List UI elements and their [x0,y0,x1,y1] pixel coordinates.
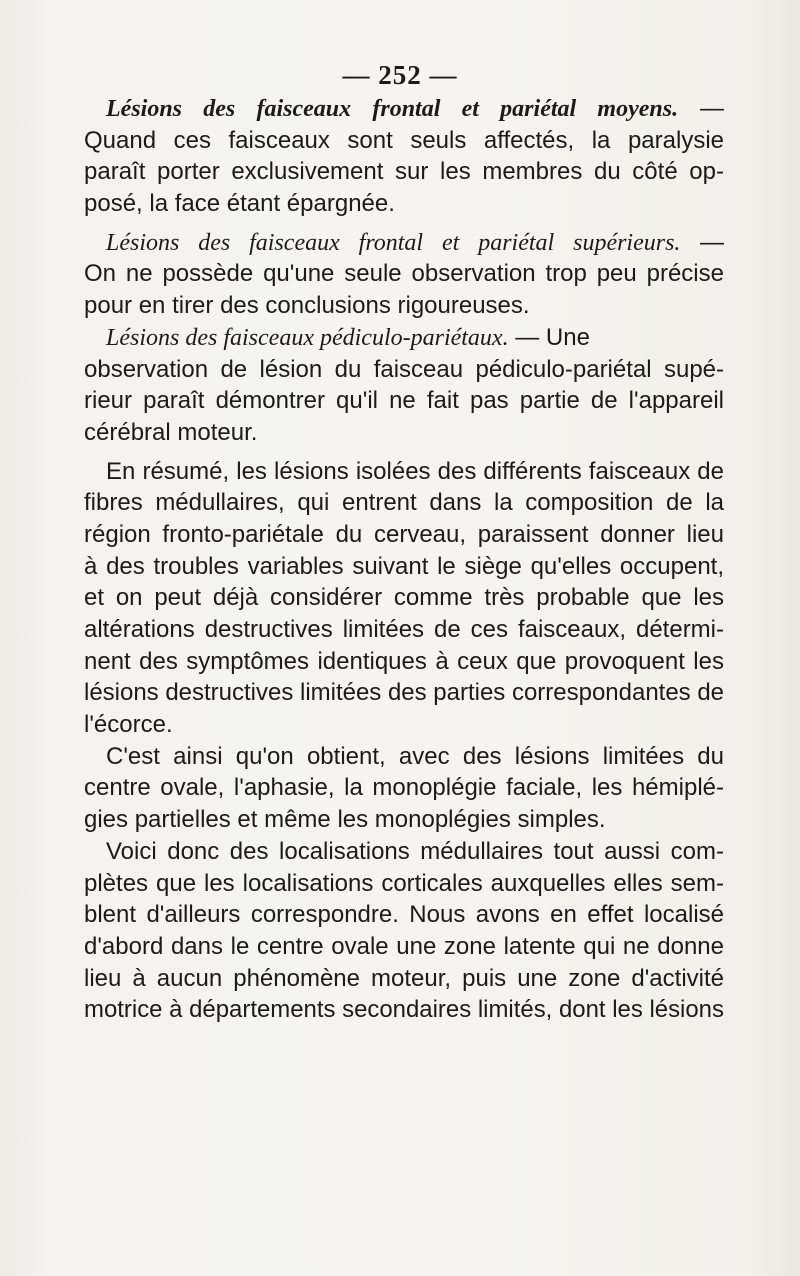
paragraph-6-line-4: d'abord dans le centre ovale une zone latente qui ne donne [84,932,724,960]
paragraph-6-line-6: motrice à départements secondaires limités, dont les lésions [84,996,724,1024]
paragraph-1-line-4: posé, la face étant épargnée. [84,190,395,218]
paragraph-4-line-8: lésions destructives limitées des parties correspondantes de [84,679,725,707]
paragraph-4-line-2: fibres médullaires, qui entrent dans la composition de la [84,489,724,517]
paragraph-2-title: Lésions des faisceaux frontal et pariétal supérieurs. [106,229,681,256]
paragraph-1-title: Lésions des faisceaux frontal et pariétal moyens. [106,96,679,122]
paragraph-5-line-1: C'est ainsi qu'on obtient, avec des lésions limitées du [106,742,724,770]
paragraph-3-line-1: Lésions des faisceaux pédiculo-pariétaux. — Une [106,323,590,351]
paragraph-3-line-3: rieur paraît démontrer qu'il ne fait pas partie de l'appareil [84,387,724,415]
paragraph-4-line-9: l'écorce. [84,711,173,739]
paragraph-6-line-5: lieu à aucun phénomène moteur, puis une zone d'activité [84,964,724,992]
paragraph-1-line-1: Lésions des faisceaux frontal et pariétal moyens. — [106,95,724,122]
paragraph-3-title: Lésions des faisceaux pédiculo-pariétaux. [106,324,509,351]
page-number: — 252 — [342,60,458,90]
paragraph-5-line-3: gies partielles et même les monoplégies simples. [84,806,606,834]
paragraph-6-line-2: plètes que les localisations corticales auxquelles elles sem- [84,869,724,897]
paragraph-2-line-1: Lésions des faisceaux frontal et pariétal supérieurs. — [106,228,724,256]
paragraph-3-line-2: observation de lésion du faisceau pédiculo-pariétal supé- [84,355,724,383]
paragraph-4-line-4: à des troubles variables suivant le siège qu'elles occupent, [84,552,724,580]
paragraph-2-line-2: On ne possède qu'une seule observation trop peu précise [84,260,724,288]
paragraph-1-line-2: Quand ces faisceaux sont seuls affectés, la paralysie [84,126,724,154]
paragraph-4-line-7: nent des symptômes identiques à ceux que provoquent les [84,647,724,675]
paragraph-6-line-3: blent d'ailleurs correspondre. Nous avons en effet localisé [84,901,724,929]
paragraph-1-line-3: paraît porter exclusivement sur les membres du côté op- [84,158,724,186]
paragraph-4-line-5: et on peut déjà considérer comme très probable que les [84,584,724,612]
paragraph-5-line-2: centre ovale, l'aphasie, la monoplégie faciale, les hémiplé- [84,774,724,802]
paragraph-2-line-3: pour en tirer des conclusions rigoureuses. [84,292,530,320]
paragraph-4-line-1: En résumé, les lésions isolées des différents faisceaux de [106,457,724,485]
paragraph-4-line-3: région fronto-pariétale du cerveau, paraissent donner lieu [84,520,724,548]
paragraph-4-line-6: altérations destructives limitées de ces faisceaux, détermi- [84,616,724,643]
paragraph-3-line-4: cérébral moteur. [84,418,258,446]
page-text [84,93,724,1026]
paragraph-6-line-1: Voici donc des localisations médullaires tout aussi com- [106,837,724,865]
